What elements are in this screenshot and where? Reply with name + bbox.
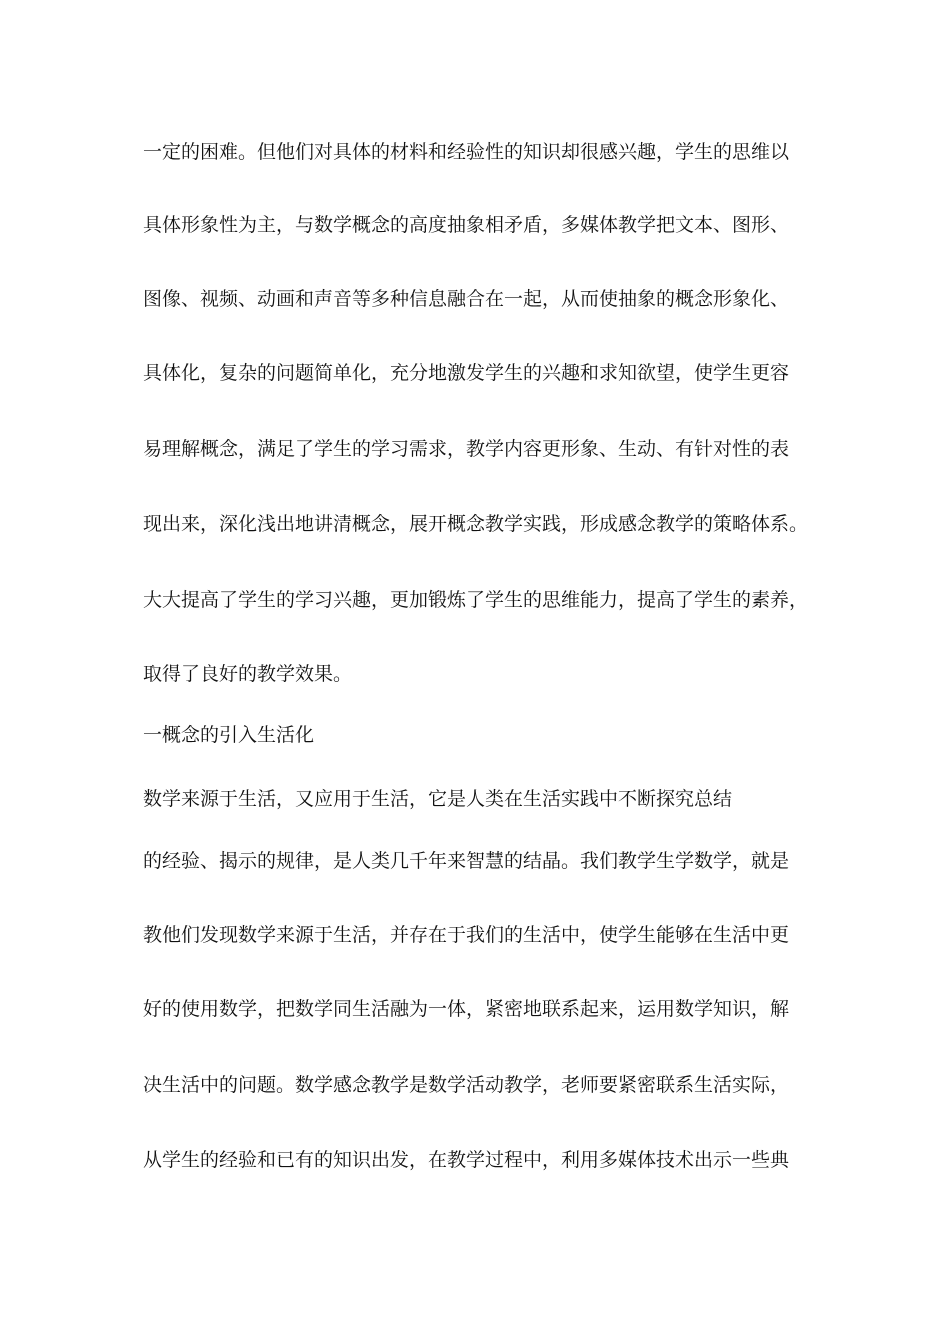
paragraph-line-7: 大大提高了学生的学习兴趣，更加锻炼了学生的思维能力，提高了学生的素养， <box>143 589 809 611</box>
paragraph-line-8: 取得了良好的教学效果。 <box>143 663 353 685</box>
paragraph-line-6: 现出来，深化浅出地讲清概念，展开概念教学实践，形成感念教学的策略体系。 <box>143 513 809 535</box>
section-heading: 一概念的引入生活化 <box>143 724 315 746</box>
paragraph-line-1: 一定的困难。但他们对具体的材料和经验性的知识却很感兴趣，学生的思维以 <box>143 141 790 163</box>
paragraph-line-13: 决生活中的问题。数学感念教学是数学活动教学，老师要紧密联系生活实际， <box>143 1074 790 1096</box>
paragraph-line-14: 从学生的经验和已有的知识出发，在教学过程中，利用多媒体技术出示一些典 <box>143 1149 790 1171</box>
paragraph-line-4: 具体化，复杂的问题简单化，充分地激发学生的兴趣和求知欲望，使学生更容 <box>143 362 790 384</box>
paragraph-line-10: 的经验、揭示的规律，是人类几千年来智慧的结晶。我们教学生学数学，就是 <box>143 850 790 872</box>
paragraph-line-5: 易理解概念，满足了学生的学习需求，教学内容更形象、生动、有针对性的表 <box>143 438 790 460</box>
paragraph-line-9: 数学来源于生活，又应用于生活，它是人类在生活实践中不断探究总结 <box>143 788 733 810</box>
paragraph-line-3: 图像、视频、动画和声音等多种信息融合在一起，从而使抽象的概念形象化、 <box>143 288 790 310</box>
paragraph-line-11: 教他们发现数学来源于生活，并存在于我们的生活中，使学生能够在生活中更 <box>143 924 790 946</box>
paragraph-line-12: 好的使用数学，把数学同生活融为一体，紧密地联系起来，运用数学知识，解 <box>143 998 790 1020</box>
paragraph-line-2: 具体形象性为主，与数学概念的高度抽象相矛盾，多媒体教学把文本、图形、 <box>143 214 790 236</box>
